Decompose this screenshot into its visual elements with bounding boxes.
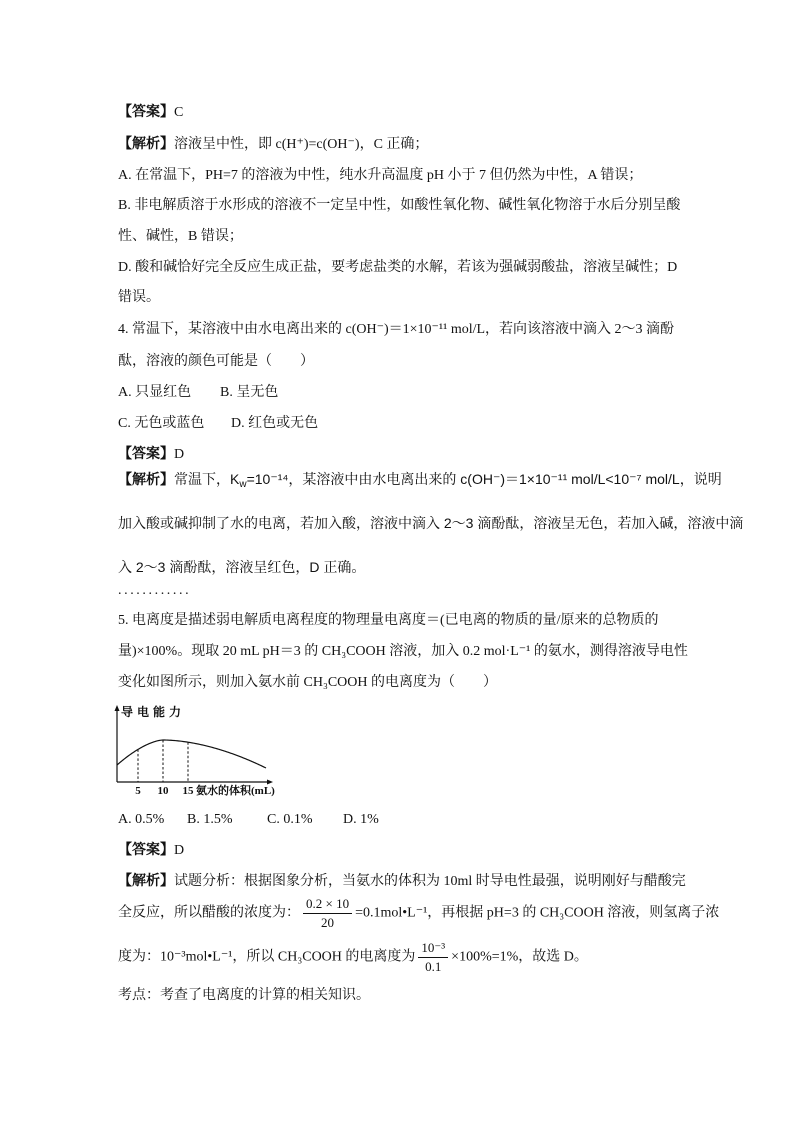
x-tick-label: 5 bbox=[135, 785, 141, 797]
q5-analysis-line bbox=[118, 873, 686, 891]
q5-analysis-line bbox=[118, 941, 588, 974]
q5-option-b: B. 1.5% bbox=[187, 812, 233, 827]
analysis-text: =0.1mol•L⁻¹，再根据 pH=3 的 CH₃COOH 溶液，则氢离子浓 bbox=[355, 905, 720, 921]
analysis-text: 溶液呈中性，即 c(H⁺)=c(OH⁻)，C 正确； bbox=[174, 137, 429, 152]
q4-analysis-line: 入 2～3 滴酚酞，溶液呈红色，D 正确。 bbox=[118, 559, 366, 575]
conductivity-figure bbox=[100, 700, 280, 800]
fraction-denominator: 0.1 bbox=[425, 959, 442, 974]
x-axis-label: 氨水的体积(mL) bbox=[196, 785, 275, 797]
q4-analysis-line bbox=[118, 470, 722, 494]
answer-label: 【答案】 bbox=[118, 447, 174, 462]
q5-stem-line: 变化如图所示，则加入氨水前 CH₃COOH 的电离度为（ ） bbox=[118, 675, 497, 690]
analysis-label: 【解析】 bbox=[118, 874, 174, 889]
q4-option-c: C. 无色或蓝色 bbox=[118, 416, 205, 431]
q3-answer-line bbox=[118, 104, 183, 122]
q3-analysis-option-d-continued: 错误。 bbox=[118, 290, 160, 305]
q5-answer-line bbox=[118, 842, 184, 860]
x-tick-label: 10 bbox=[157, 785, 169, 797]
ellipsis-separator: ............ bbox=[118, 583, 192, 598]
q4-stem-line: 酞，溶液的颜色可能是（ ） bbox=[118, 354, 314, 369]
q5-stem-line: 5. 电离度是描述弱电解质电离程度的物理量电离度＝(已电离的物质的量/原来的总物质的 bbox=[118, 613, 659, 628]
answer-value: C bbox=[174, 105, 184, 120]
answer-value: D bbox=[174, 447, 185, 462]
analysis-text: =10⁻¹⁴，某溶液中由水电离出来的 c(OH⁻)＝1×10⁻¹¹ mol/L<10⁻⁷ mol/L，说明 bbox=[246, 471, 722, 487]
q4-option-a: A. 只显红色 bbox=[118, 385, 192, 400]
analysis-label: 【解析】 bbox=[118, 471, 174, 487]
x-tick-label: 15 bbox=[182, 785, 194, 797]
analysis-label: 【解析】 bbox=[118, 137, 174, 152]
q4-option-b: B. 呈无色 bbox=[220, 385, 279, 400]
fraction-numerator: 0.2 × 10 bbox=[303, 897, 352, 914]
analysis-text: 常温下，K bbox=[174, 471, 240, 487]
x-axis-arrow bbox=[267, 780, 273, 785]
answer-label: 【答案】 bbox=[118, 105, 174, 120]
q5-option-c: C. 0.1% bbox=[267, 812, 313, 827]
y-axis-arrow bbox=[115, 705, 120, 711]
q5-option-d: D. 1% bbox=[343, 812, 379, 827]
q3-analysis-option-b: B. 非电解质溶于水形成的溶液不一定呈中性，如酸性氧化物、碱性氧化物溶于水后分别呈酸 bbox=[118, 198, 681, 213]
key-point-line: 考点：考查了电离度的计算的相关知识。 bbox=[118, 988, 370, 1003]
q3-analysis-option-a: A. 在常温下，PH=7 的溶液为中性，纯水升高温度 pH 小于 7 但仍然为中性，A 错误； bbox=[118, 168, 643, 183]
conductivity-curve bbox=[117, 740, 266, 768]
fraction-ionization-degree bbox=[418, 941, 448, 974]
q4-stem-line: 4. 常温下，某溶液中由水电离出来的 c(OH⁻)＝1×10⁻¹¹ mol/L，若向该溶液中滴入 2～3 滴酚 bbox=[118, 322, 675, 337]
answer-value: D bbox=[174, 843, 185, 858]
q4-answer-line bbox=[118, 446, 184, 464]
analysis-text: 全反应，所以醋酸的浓度为： bbox=[118, 905, 300, 921]
answer-label: 【答案】 bbox=[118, 843, 174, 858]
q4-analysis-line: 加入酸或碱抑制了水的电离，若加入酸，溶液中滴入 2～3 滴酚酞，溶液呈无色，若加入碱，溶液中滴 bbox=[118, 515, 744, 531]
x-tick-group bbox=[135, 740, 194, 797]
analysis-text: 试题分析：根据图象分析，当氨水的体积为 10ml 时导电性最强，说明刚好与醋酸完 bbox=[174, 874, 686, 889]
fraction-numerator: 10⁻³ bbox=[418, 941, 448, 958]
q5-stem-line: 量)×100%。现取 20 mL pH＝3 的 CH₃COOH 溶液，加入 0.2 mol·L⁻¹ 的氨水，测得溶液导电性 bbox=[118, 644, 688, 659]
q4-option-d: D. 红色或无色 bbox=[231, 416, 319, 431]
analysis-text: 度为：10⁻³mol•L⁻¹，所以 CH₃COOH 的电离度为 bbox=[118, 949, 416, 965]
q3-analysis-option-d: D. 酸和碱恰好完全反应生成正盐，要考虑盐类的水解，若该为强碱弱酸盐，溶液呈碱性；D bbox=[118, 260, 678, 275]
analysis-text: ×100%=1%，故选 D。 bbox=[451, 949, 588, 965]
y-axis-label: 导电能力 bbox=[121, 705, 186, 719]
q5-option-a: A. 0.5% bbox=[118, 812, 165, 827]
q3-analysis-line bbox=[118, 136, 428, 154]
subscript: w bbox=[239, 479, 247, 490]
q5-analysis-line bbox=[118, 897, 719, 930]
fraction-denominator: 20 bbox=[321, 915, 335, 930]
fraction-concentration bbox=[303, 897, 352, 930]
q3-analysis-option-b-continued: 性、碱性，B 错误； bbox=[118, 229, 243, 244]
